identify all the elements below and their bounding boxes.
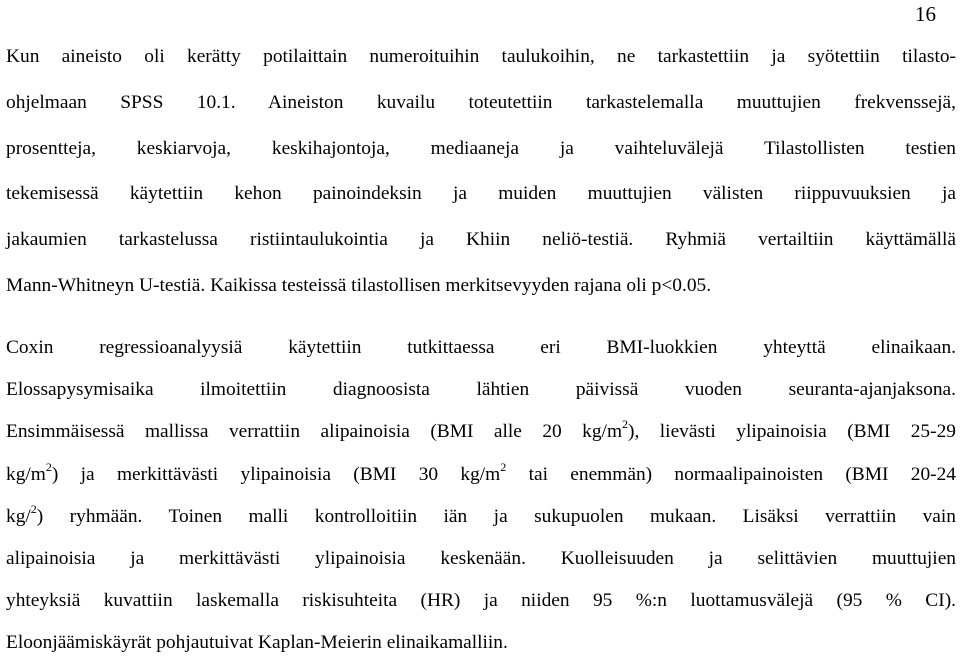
superscript: 2: [500, 459, 507, 474]
paragraph-line: [6, 454, 956, 496]
superscript: 2: [45, 459, 52, 474]
paragraph-line: prosentteja, keskiarvoja, keskihajontoja, mediaaneja ja vaihteluvälejä Tilastollisten testien: [6, 137, 956, 159]
text-segment: ), lievästi ylipainoisia (BMI 25-29: [628, 421, 956, 443]
paragraph-line: tekemisessä käytettiin kehon painoindeksin ja muiden muuttujien välisten riippuvuuksien ja: [6, 183, 956, 205]
paragraph-line: [6, 411, 956, 453]
paragraph-line: Kun aineisto oli kerätty potilaittain numeroituihin taulukoihin, ne tarkastettiin ja syötettiin tilasto-: [6, 46, 956, 67]
paragraph-line: yhteyksiä kuvattiin laskemalla riskisuhteita (HR) ja niiden 95 %:n luottamusvälejä (95 % CI).: [6, 590, 956, 612]
superscript: 2: [30, 501, 37, 516]
superscript: 2: [622, 417, 629, 432]
paragraph-line: jakaumien tarkastelussa ristiintaulukointia ja Khiin neliö-testiä. Ryhmiä vertailtiin käyttämällä: [6, 229, 956, 251]
paragraph-statistics-methods: [6, 34, 956, 309]
paragraph-line: alipainoisia ja merkittävästi ylipainoisia keskenään. Kuolleisuuden ja selittävien muuttujien: [6, 548, 956, 570]
paragraph-line: [6, 496, 956, 538]
paragraph-line: Elossapysymisaika ilmoitettiin diagnoosista lähtien päivissä vuoden seuranta-ajanjaksona.: [6, 379, 956, 401]
paragraph-line: Coxin regressioanalyysiä käytettiin tutkittaessa eri BMI-luokkien yhteyttä elinaikaan.: [6, 337, 956, 358]
paragraph-regression-methods: [6, 327, 956, 665]
text-segment: ) ja merkittävästi ylipainoisia (BMI 30 kg/m: [51, 463, 501, 485]
text-segment: ) ryhmään. Toinen malli kontrolloitiin iän ja sukupuolen mukaan. Lisäksi verrattiin vain: [36, 505, 956, 527]
page-number: 16: [915, 2, 936, 26]
paragraph-line: Mann-Whitneyn U-testiä. Kaikissa testeissä tilastollisen merkitsevyyden rajana oli p<0.05.: [6, 274, 712, 296]
paragraph-line: Eloonjäämiskäyrät pohjautuivat Kaplan-Meierin elinaikamalliin.: [6, 632, 508, 654]
text-segment: tai enemmän) normaalipainoisten (BMI 20-24: [506, 463, 956, 485]
text-segment: Ensimmäisessä mallissa verrattiin alipainoisia (BMI alle 20 kg/m: [6, 421, 623, 443]
text-segment: kg/m: [6, 463, 46, 485]
paragraph-line: ohjelmaan SPSS 10.1. Aineiston kuvailu toteutettiin tarkastelemalla muuttujien frekvenssejä,: [6, 91, 956, 113]
text-segment: kg/: [6, 505, 31, 527]
